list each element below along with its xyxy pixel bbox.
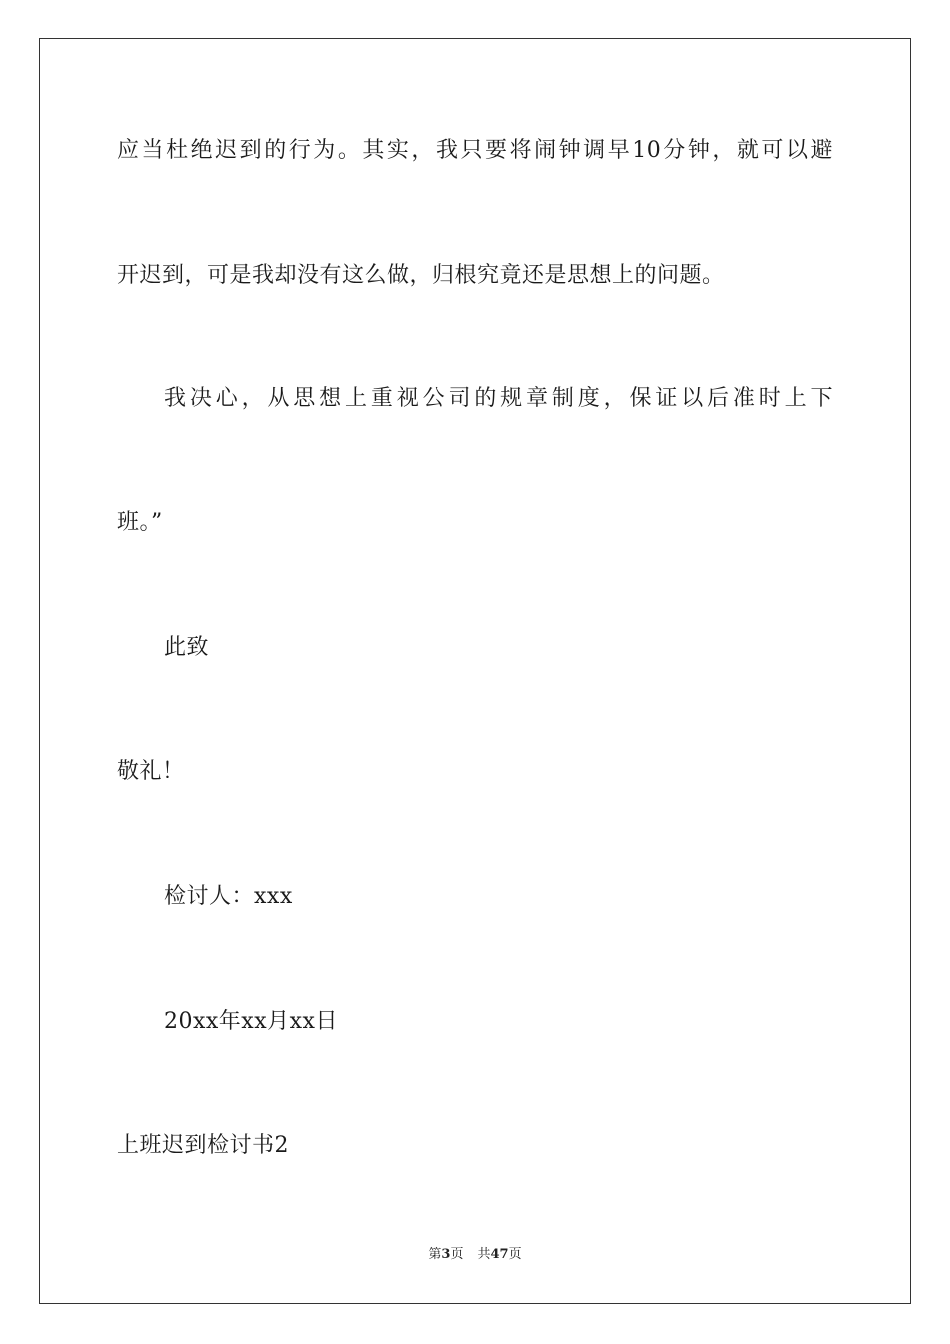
footer-total-pages: 47	[490, 1247, 509, 1262]
page-footer	[0, 1246, 950, 1264]
footer-total-suffix: 页	[508, 1247, 522, 1262]
closing-regards: 敬礼！	[117, 759, 185, 784]
body-paragraph-line-4: 班。”	[117, 510, 163, 535]
footer-page-number: 3	[441, 1247, 451, 1262]
signature-line: 检讨人：xxx	[164, 884, 293, 909]
footer-total-prefix: 共	[477, 1247, 491, 1262]
body-paragraph-line-3: 我决心，从思想上重视公司的规章制度，保证以后准时上下	[164, 386, 833, 411]
page-border	[39, 38, 911, 1304]
body-paragraph-line-2: 开迟到，可是我却没有这么做，归根究竟还是思想上的问题。	[117, 263, 725, 288]
section-heading: 上班迟到检讨书2	[117, 1133, 289, 1158]
footer-page-suffix: 页	[450, 1247, 464, 1262]
footer-page-prefix: 第	[428, 1247, 442, 1262]
closing-salutation: 此致	[164, 635, 210, 660]
date-line: 20xx年xx月xx日	[164, 1009, 338, 1034]
body-paragraph-line-1: 应当杜绝迟到的行为。其实，我只要将闹钟调早10分钟，就可以避	[117, 138, 833, 163]
